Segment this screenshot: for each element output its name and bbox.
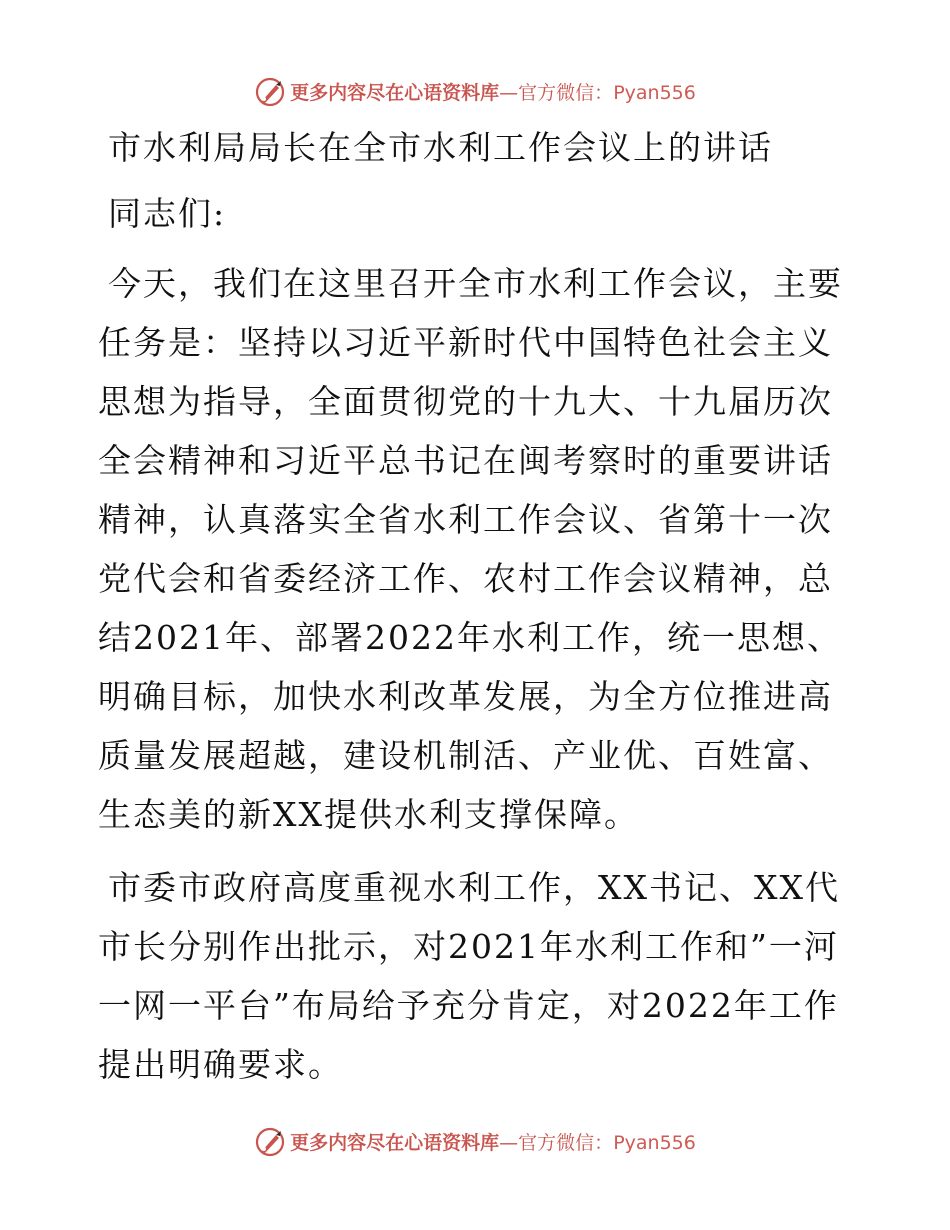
quill-logo-icon: [254, 76, 286, 108]
page-footer-watermark: [0, 1126, 950, 1158]
paragraph: 市委市政府高度重视水利工作，XX书记、XX代市长分别作出批示，对2021年水利工作和”一河一网一平台”布局给予充分肯定，对2022年工作提出明确要求。: [98, 868, 840, 1084]
header-handle: Pyan556: [613, 82, 696, 104]
salutation: 同志们:: [108, 194, 227, 233]
header-brand-text: 更多内容尽在心语资料库: [290, 82, 500, 104]
quill-logo-icon: [254, 1126, 286, 1158]
document-body: [98, 122, 858, 1094]
paragraph: 今天，我们在这里召开全市水利工作会议，主要任务是：坚持以习近平新时代中国特色社会主义思想为指导，全面贯彻党的十九大、十九届历次全会精神和习近平总书记在闽考察时的重要讲话精神，认真落实全省水利工作会议、省第十一次党代会和省委经济工作、农村工作会议精神，总结2021年、部署2022年水利工作，统一思想、明确目标，加快水利改革发展，为全方位推进高质量发展超越，建设机制活、产业优、百姓富、生态美的新XX提供水利支撑保障。: [98, 264, 843, 834]
document-title: 市水利局局长在全市水利工作会议上的讲话: [108, 128, 773, 167]
header-contact-label: 官方微信：: [518, 82, 614, 104]
header-dash: —: [499, 82, 519, 104]
footer-brand-text: 更多内容尽在心语资料库: [290, 1132, 500, 1154]
footer-handle: Pyan556: [613, 1132, 696, 1154]
footer-dash: —: [499, 1132, 519, 1154]
page-header-watermark: [0, 76, 950, 108]
footer-contact-label: 官方微信：: [518, 1132, 614, 1154]
